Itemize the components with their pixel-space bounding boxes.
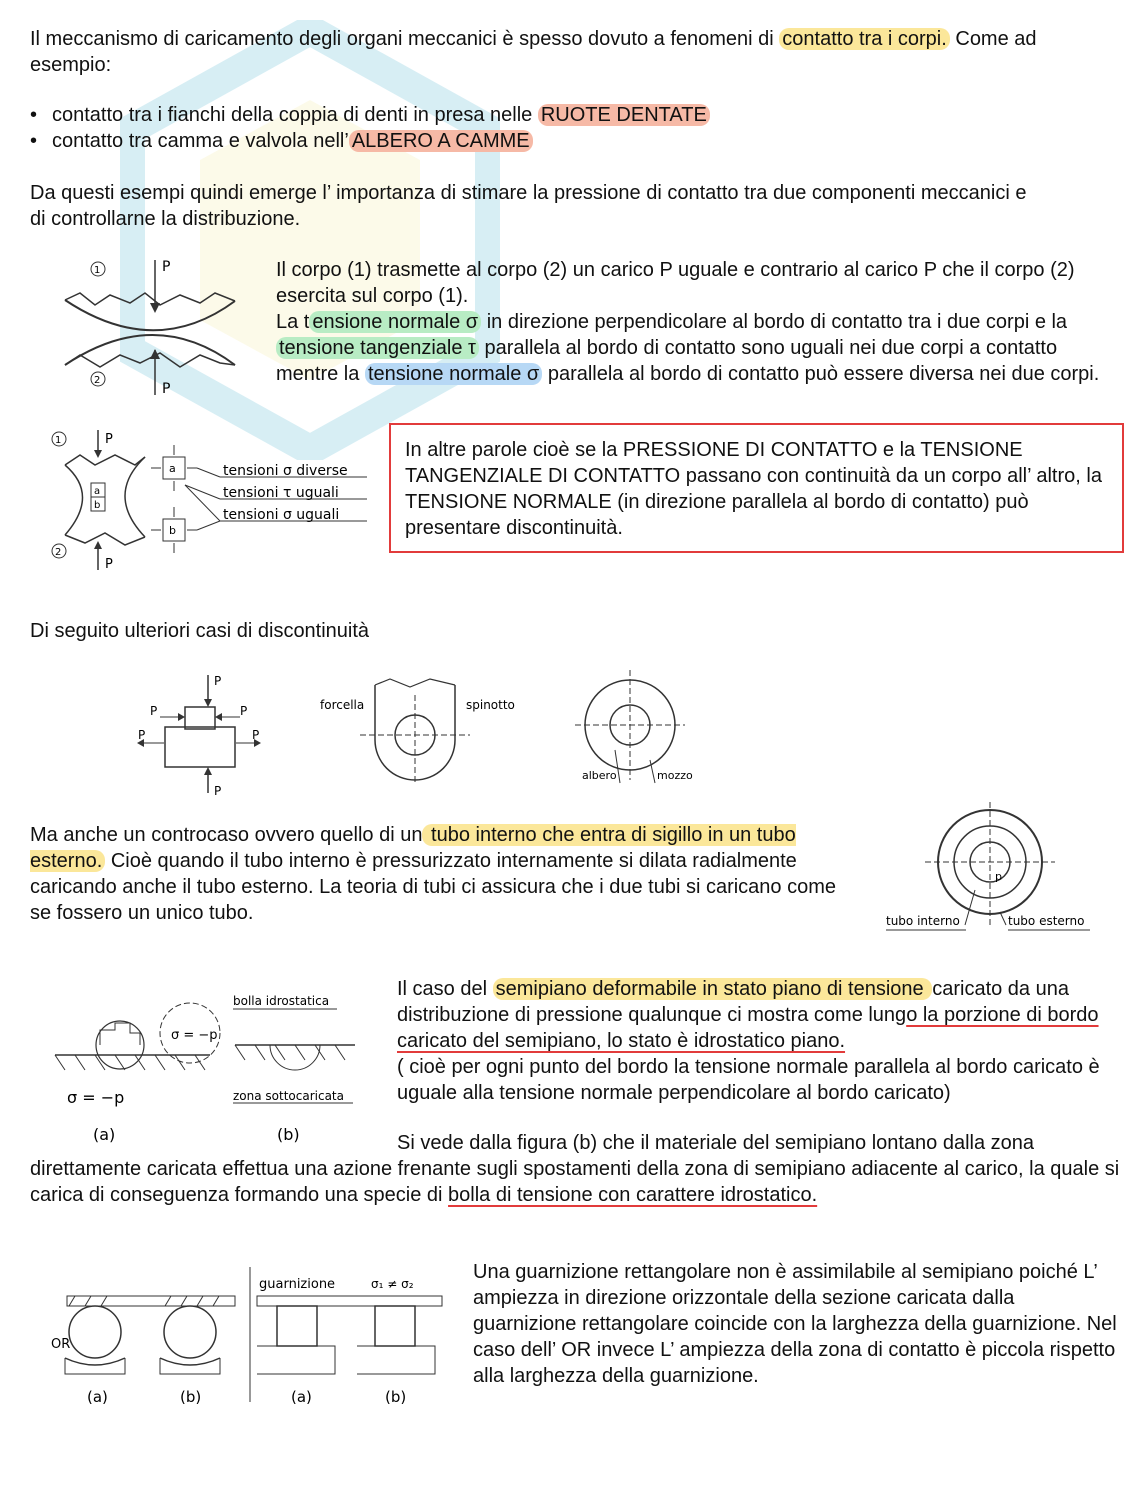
highlight-tensione-normale-parallela: tensione normale σ [365,363,542,385]
figure-contact-bodies [50,255,265,405]
list-item [30,102,1030,128]
load-label-left-upper: P [150,704,158,718]
element-a-label: a [94,486,101,497]
figure-a-label: (a) [93,1125,116,1144]
body-2-label: 2 [55,547,62,558]
intro-text: Il meccanismo di caricamento degli organi meccanici è spesso dovuto a fenomeni di [30,28,780,50]
label-mozzo: mozzo [657,769,693,782]
load-label-top: P [162,259,171,275]
list-item-text: contatto tra i fianchi della coppia di denti in presa nelle [52,104,538,126]
label-zona-sottocaricata: zona sottocaricata [233,1089,344,1103]
figure-discontinuity-cases [120,665,705,800]
element-a-zoom-label: a [169,462,176,475]
highlight-tensione-tangenziale: tensione tangenziale τ [276,337,479,359]
label-sigma-ineq: σ₁ ≠ σ₂ [371,1277,414,1291]
element-b-zoom-label: b [169,524,176,537]
semipiano-text-1: Il caso del [397,978,493,1000]
load-label-bottom: P [105,557,113,572]
bolla-text: Si vede dalla figura (b) che il materiale del semipiano lontano dalla zona direttamente caricata effettua una azione frenante sugli spostamenti della zona di semipiano adiacente al carico, la quale si carica di conseguenza formando una specie di [30,1132,1120,1206]
label-tensioni-tau-uguali: tensioni τ uguali [223,485,339,501]
guarnizione-paragraph: Una guarnizione rettangolare non è assimilabile al semipiano poiché L’ ampiezza in direzione orizzontale della sezione caricata dalla guarnizione rettangolare coincide con la larghezza della guarnizione. Nel caso dell’ OR invece L’ ampiezza della zona di contatto è piccola rispetto alla larghezza della guarnizione. [473,1261,1117,1387]
body-1-label: 1 [55,435,62,446]
highlight-albero-camme: ALBERO A CAMME [349,130,533,152]
tubes-text-2: Cioè quando il tubo interno è pressurizzato internamente si dilata radialmente caricando anche il tubo esterno. La teoria di tubi ci assicura che i due tubi si caricano come se fossero un unico tubo. [30,850,837,924]
load-label-top: P [214,674,222,688]
intro-paragraph [30,26,1120,78]
element-b-label: b [94,500,101,511]
intro-text-end: Come ad esempio: [30,28,1037,76]
figure-guarnizione [45,1262,450,1412]
figure-tubes [880,800,1105,940]
figure-b2-label: (b) [385,1388,407,1406]
hydrostatic-eq: σ = −p [67,1088,125,1107]
stress-text-4: parallela al bordo di contatto sono uguali nei due corpi a contatto mentre la [276,337,1058,385]
body-2-label: 2 [94,375,101,386]
tubes-text-1: Ma anche un controcaso ovvero quello di un [30,824,423,846]
label-albero: albero [582,769,617,782]
stress-paragraph [276,257,1116,387]
hydrostatic-eq-inset: σ = −p [171,1028,218,1043]
load-label-bottom: P [162,381,171,397]
label-tensioni-sigma-uguali: tensioni σ uguali [223,507,340,523]
list-item [30,128,1030,154]
label-tubo-esterno: tubo esterno [1008,914,1085,928]
underline-bolla-tensione: bolla di tensione con carattere idrostatico. [448,1184,818,1206]
figure-a1-label: (a) [87,1388,108,1406]
load-label-left-lower: P [138,728,146,742]
tubes-paragraph [30,822,860,926]
label-spinotto: spinotto [466,698,515,712]
load-label-right-upper: P [240,704,248,718]
figure-element-stresses [45,425,375,577]
highlight-ruote-dentate: RUOTE DENTATE [538,104,710,126]
cases-heading: Di seguito ulteriori casi di discontinuità [30,620,370,642]
list-item-text: contatto tra camma e valvola nell’ [52,130,349,152]
semipiano-paragraph [397,976,1107,1106]
label-guarnizione: guarnizione [259,1277,336,1292]
body-1-label: 1 [94,265,101,276]
importance-paragraph: Da questi esempi quindi emerge l’ importanza di stimare la pressione di contatto tra due componenti meccanici e di controllarne la distribuzione. [30,182,1027,230]
bolla-paragraph [30,1130,1120,1208]
underline-idrostatico-piano: o la porzione di bordo caricato del semipiano, lo stato è idrostatico piano. [397,1004,1099,1052]
label-tensioni-diverse: tensioni σ diverse [223,463,348,479]
stress-text-3: in direzione perpendicolare al bordo di contatto tra i due corpi e la [481,311,1068,333]
label-or: OR [51,1337,71,1352]
highlight-tensione-normale: ensione normale σ [309,311,481,333]
stress-text-1: Il corpo (1) trasmette al corpo (2) un carico P uguale e contrario al carico P che il corpo (2) esercita sul corpo (1). [276,259,1075,307]
figure-b-label: (b) [277,1125,300,1144]
load-label-bottom: P [214,784,222,798]
highlight-tubo-interno: tubo interno che entra di sigillo in un tubo esterno. [30,824,796,872]
highlight-semipiano: semipiano deformabile in stato piano di tensione [493,978,933,1000]
summary-box: In altre parole cioè se la PRESSIONE DI CONTATTO e la TENSIONE TANGENZIALE DI CONTATTO passano con continuità da un corpo all’ altro, la TENSIONE NORMALE (in direzione parallela al bordo di contatto) può presentare discontinuità. [389,423,1124,553]
label-forcella: forcella [320,698,365,712]
semipiano-text-2: caricato da una distribuzione di pressione qualunque ci mostra come lung [397,978,1069,1026]
figure-semipiano [45,975,370,1145]
semipiano-text-3: ( cioè per ogni punto del bordo la tensione normale parallela al bordo caricato è uguale alla tensione normale perpendicolare al bordo caricato) [397,1056,1100,1104]
load-label-top: P [105,432,113,447]
label-bolla-idrostatica: bolla idrostatica [233,994,330,1008]
figure-b1-label: (b) [180,1388,202,1406]
label-tubo-interno: tubo interno [886,914,960,928]
figure-a2-label: (a) [291,1388,312,1406]
pressure-label: p [995,870,1002,883]
stress-text-2: La t [276,311,310,333]
examples-list [30,102,1030,154]
stress-text-5: parallela al bordo di contatto può essere diversa nei due corpi. [542,363,1100,385]
highlight-contatto: contatto tra i corpi. [779,28,950,50]
load-label-right-lower: P [252,728,260,742]
